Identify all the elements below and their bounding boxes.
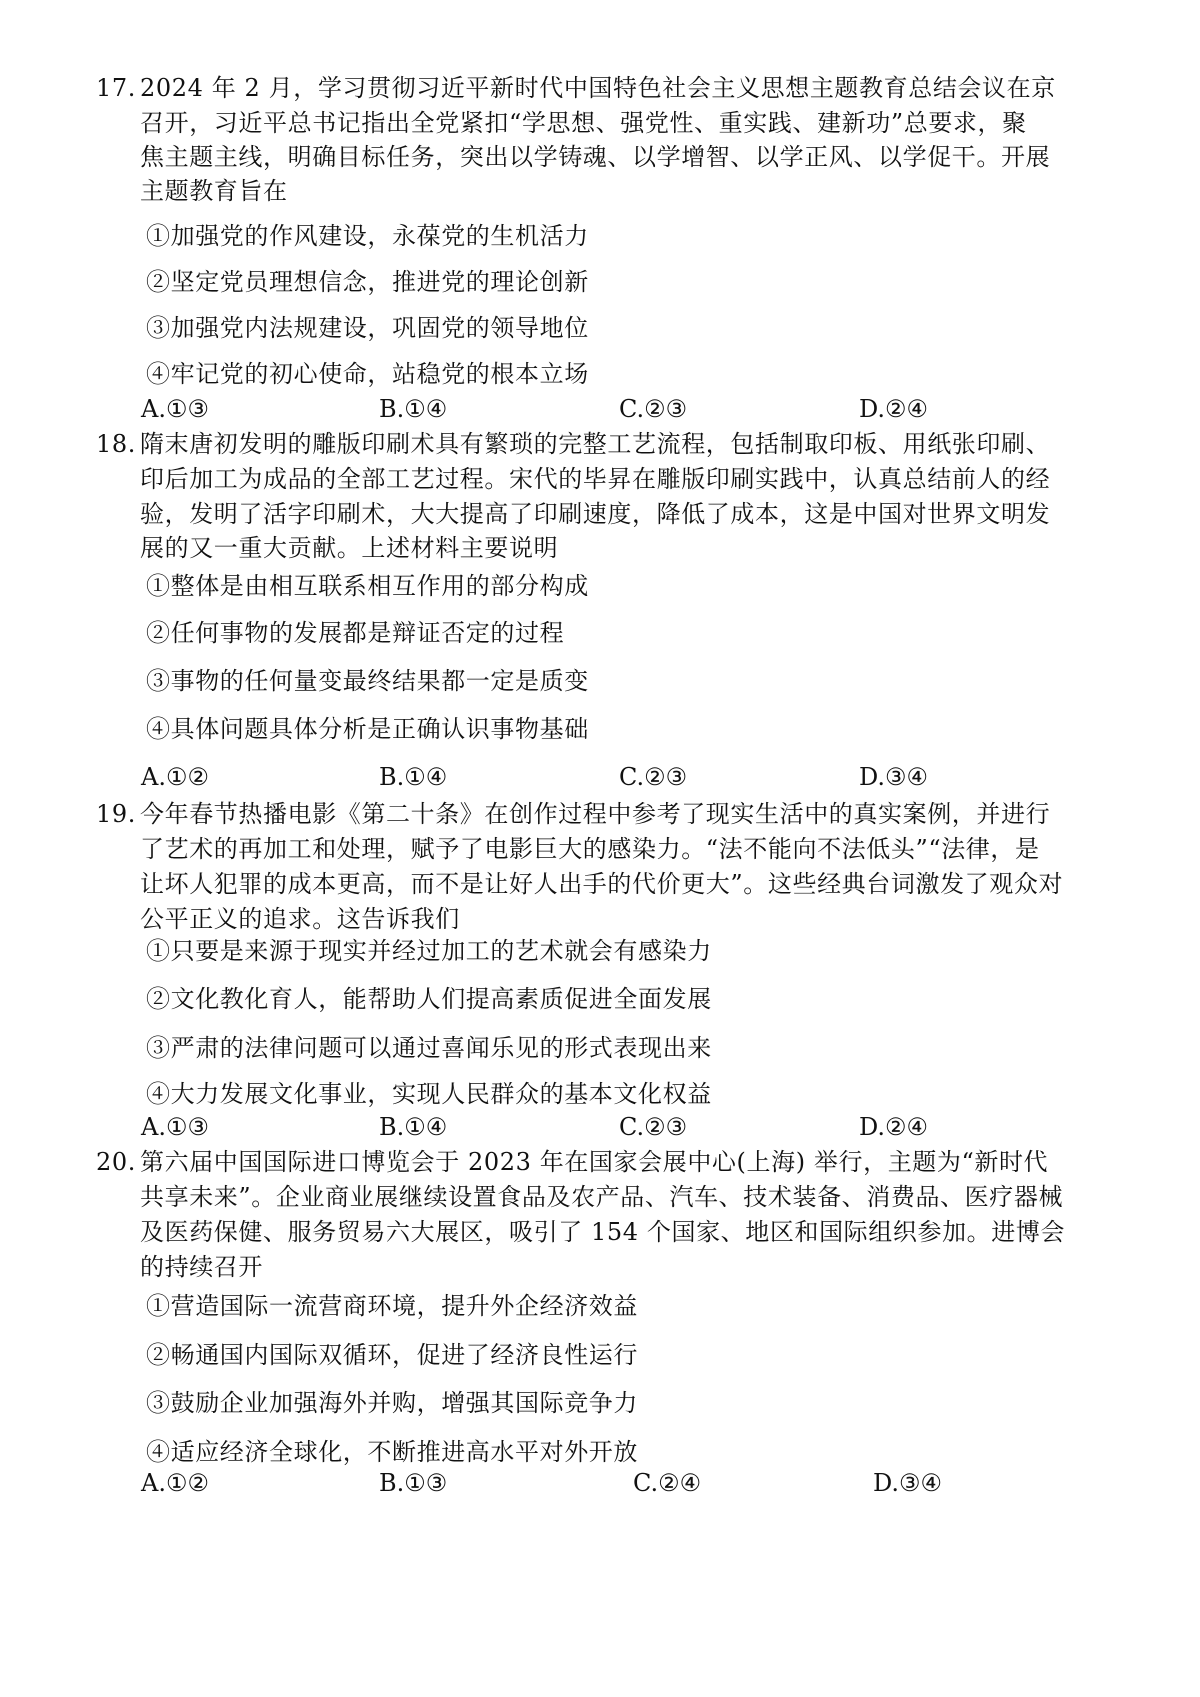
choice-a: A.①③ (141, 395, 209, 423)
question-stem-line: 2024 年 2 月，学习贯彻习近平新时代中国特色社会主义思想主题教育总结会议在京 (140, 74, 1056, 102)
choice-c: C.②③ (619, 763, 688, 791)
choice-d: D.③④ (873, 1469, 943, 1497)
choice-a: A.①② (141, 1469, 209, 1497)
statement: ④具体问题具体分析是正确认识事物基础 (146, 715, 589, 743)
statement: ③鼓励企业加强海外并购，增强其国际竞争力 (146, 1389, 638, 1417)
statement: ②畅通国内国际双循环，促进了经济良性运行 (146, 1341, 638, 1369)
statement: ③事物的任何量变最终结果都一定是质变 (146, 667, 589, 695)
question-stem-line: 展的又一重大贡献。上述材料主要说明 (140, 534, 559, 562)
statement: ①只要是来源于现实并经过加工的艺术就会有感染力 (146, 937, 712, 965)
question-stem-line: 召开，习近平总书记指出全党紧扣“学思想、强党性、重实践、建新功”总要求，聚 (140, 109, 1027, 137)
choice-b: B.①④ (379, 763, 448, 791)
question-stem-line: 共享未来”。企业商业展继续设置食品及农产品、汽车、技术装备、消费品、医疗器械 (140, 1183, 1064, 1211)
question-stem-line: 隋末唐初发明的雕版印刷术具有繁琐的完整工艺流程，包括制取印板、用纸张印刷、 (140, 430, 1051, 458)
question-stem-line: 及医药保健、服务贸易六大展区，吸引了 154 个国家、地区和国际组织参加。进博会 (140, 1218, 1066, 1246)
choice-b: B.①④ (379, 395, 448, 423)
question-number: 19. (96, 800, 136, 828)
question-stem-line: 主题教育旨在 (140, 177, 288, 205)
choice-d: D.③④ (859, 763, 929, 791)
question-stem-line: 公平正义的追求。这告诉我们 (140, 905, 460, 933)
statement: ②文化教化育人，能帮助人们提高素质促进全面发展 (146, 985, 712, 1013)
question-stem-line: 今年春节热播电影《第二十条》在创作过程中参考了现实生活中的真实案例，并进行 (140, 800, 1051, 828)
choice-a: A.①③ (141, 1113, 209, 1141)
choice-d: D.②④ (859, 395, 929, 423)
choice-b: B.①③ (379, 1469, 448, 1497)
choice-a: A.①② (141, 763, 209, 791)
statement: ③严肃的法律问题可以通过喜闻乐见的形式表现出来 (146, 1034, 712, 1062)
question-number: 20. (96, 1148, 136, 1176)
question-stem-line: 验，发明了活字印刷术，大大提高了印刷速度，降低了成本，这是中国对世界文明发 (140, 500, 1051, 528)
choice-d: D.②④ (859, 1113, 929, 1141)
question-number: 18. (96, 430, 136, 458)
question-stem-line: 第六届中国国际进口博览会于 2023 年在国家会展中心(上海) 举行，主题为“新时代 (140, 1148, 1049, 1176)
statement: ②坚定党员理想信念，推进党的理论创新 (146, 268, 589, 296)
statement: ②任何事物的发展都是辩证否定的过程 (146, 619, 565, 647)
statement: ①整体是由相互联系相互作用的部分构成 (146, 572, 589, 600)
statement: ④牢记党的初心使命，站稳党的根本立场 (146, 360, 589, 388)
statement: ④大力发展文化事业，实现人民群众的基本文化权益 (146, 1080, 712, 1108)
question-stem-line: 焦主题主线，明确目标任务，突出以学铸魂、以学增智、以学正风、以学促干。开展 (140, 143, 1051, 171)
statement: ③加强党内法规建设，巩固党的领导地位 (146, 314, 589, 342)
question-number: 17. (96, 74, 136, 102)
question-stem-line: 的持续召开 (140, 1253, 263, 1281)
statement: ①营造国际一流营商环境，提升外企经济效益 (146, 1292, 638, 1320)
question-stem-line: 让坏人犯罪的成本更高，而不是让好人出手的代价更大”。这些经典台词激发了观众对 (140, 870, 1064, 898)
statement: ①加强党的作风建设，永葆党的生机活力 (146, 222, 589, 250)
choice-c: C.②③ (619, 395, 688, 423)
choice-c: C.②③ (619, 1113, 688, 1141)
statement: ④适应经济全球化，不断推进高水平对外开放 (146, 1438, 638, 1466)
question-stem-line: 了艺术的再加工和处理，赋予了电影巨大的感染力。“法不能向不法低头”“法律，是 (140, 835, 1040, 863)
question-stem-line: 印后加工为成品的全部工艺过程。宋代的毕昇在雕版印刷实践中，认真总结前人的经 (140, 465, 1051, 493)
choice-c: C.②④ (633, 1469, 702, 1497)
choice-b: B.①④ (379, 1113, 448, 1141)
